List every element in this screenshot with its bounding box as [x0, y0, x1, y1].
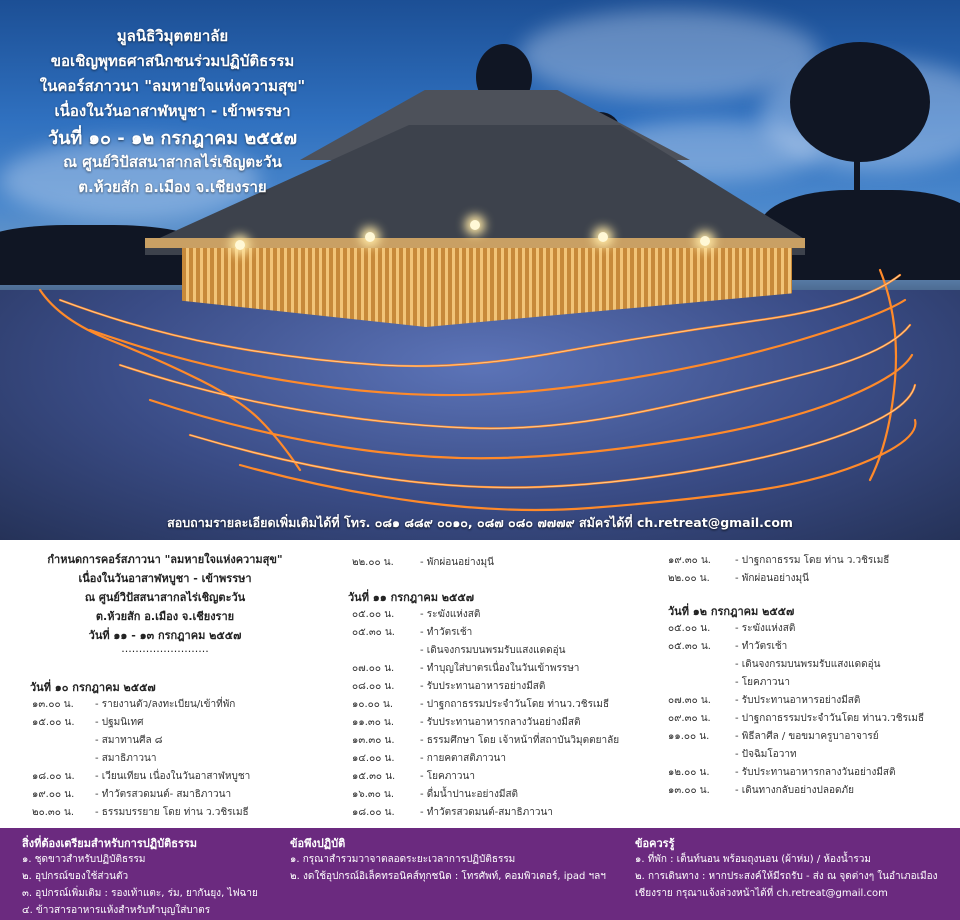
rules-title: ข้อพึงปฏิบัติ — [290, 837, 346, 850]
intro-occasion: เนื่องในวันอาสาฬหบูชา - เข้าพรรษา — [78, 572, 252, 585]
day-heading: วันที่ ๑๐ กรกฎาคม ๒๕๕๗ — [30, 681, 156, 694]
schedule-time: ๑๔.๐๐ น. — [352, 753, 395, 764]
schedule-activity: - ปาฐกถาธรรมประจำวันโดย ท่านว.วชิรเมธี — [420, 699, 610, 710]
schedule-activity: - ระฆังแห่งสติ — [735, 623, 796, 634]
prepare-item: ๒. อุปกรณ์ของใช้ส่วนตัว — [22, 871, 129, 882]
schedule-time: ๑๑.๓๐ น. — [352, 717, 395, 728]
hero-occasion: เนื่องในวันอาสาฬหบูชา - เข้าพรรษา — [54, 102, 291, 120]
contact-line: สอบถามรายละเอียดเพิ่มเติมได้ที่ โทร. ๐๘๑ ๘๘๙ ๐๐๑๐, ๐๘๗ ๐๘๐ ๗๗๗๙ สมัครได้ที่ ch.retreat@gmail.com — [167, 515, 793, 530]
schedule-time: ๑๖.๓๐ น. — [352, 789, 395, 800]
schedule-activity: - โยคภาวนา — [735, 677, 790, 688]
schedule-section — [0, 540, 960, 828]
light-trail — [120, 325, 910, 428]
footer-panel — [0, 828, 960, 920]
light-trail — [190, 385, 915, 488]
schedule-time: ๐๙.๓๐ น. — [668, 713, 711, 724]
light-trail — [240, 420, 915, 510]
light-trail — [60, 275, 900, 366]
schedule-activity: - ทำวัตรสวดมนต์- สมาธิภาวนา — [95, 789, 232, 800]
light-trail — [150, 355, 912, 458]
schedule-activity: - รับประทานอาหารกลางวันอย่างมีสติ — [420, 717, 581, 728]
schedule-time: ๐๗.๐๐ น. — [352, 663, 395, 674]
schedule-activity: - ทำวัตรเช้า — [420, 627, 473, 638]
schedule-time: ๐๗.๓๐ น. — [668, 695, 711, 706]
light-trail-glow — [190, 385, 915, 488]
notes-item: เชียงราย กรุณาแจ้งล่วงหน้าได้ที่ ch.retreat@gmail.com — [635, 888, 888, 899]
schedule-activity: - เดินจงกรมบนพรมรับแสงแดดอุ่น — [735, 659, 881, 670]
hero-address: ต.ห้วยสัก อ.เมือง จ.เชียงราย — [78, 178, 267, 196]
day-heading: วันที่ ๑๒ กรกฎาคม ๒๕๕๗ — [668, 605, 795, 618]
schedule-activity: - ทำวัตรเช้า — [735, 641, 788, 652]
schedule-activity: - รับประทานอาหารอย่างมีสติ — [420, 681, 546, 692]
schedule-activity: - รับประทานอาหารกลางวันอย่างมีสติ — [735, 767, 896, 778]
schedule-activity: - ทำวัตรสวดมนต์-สมาธิภาวนา — [420, 807, 553, 818]
schedule-activity: - ปาฐกถาธรรมประจำวันโดย ท่านว.วชิรเมธี — [735, 713, 925, 724]
prepare-title: สิ่งที่ต้องเตรียมสำหรับการปฏิบัติธรรม — [22, 837, 198, 850]
hero-course-name: ในคอร์สภาวนา "ลมหายใจแห่งความสุข" — [39, 77, 306, 95]
schedule-activity: - ปัจฉิมโอวาท — [735, 749, 797, 760]
notes-item: ๑. ที่พัก : เต็นท์นอน พร้อมถุงนอน (ผ้าห่ม) / ห้องน้ำรวม — [635, 854, 871, 865]
intro-address: ต.ห้วยสัก อ.เมือง จ.เชียงราย — [95, 610, 235, 623]
schedule-activity: - ระฆังแห่งสติ — [420, 609, 481, 620]
schedule-time: ๒๒.๐๐ น. — [352, 557, 394, 568]
schedule-activity: - รับประทานอาหารอย่างมีสติ — [735, 695, 861, 706]
schedule-activity: - สมาธิภาวนา — [95, 753, 157, 764]
prepare-item: ๔. ข้าวสารอาหารแห้งสำหรับทำบุญใส่บาตร — [22, 905, 211, 916]
schedule-time: ๑๓.๐๐ น. — [668, 785, 710, 796]
intro-title: กำหนดการคอร์สภาวนา "ลมหายใจแห่งความสุข" — [47, 553, 283, 566]
schedule-activity: - รายงานตัว/ลงทะเบียน/เข้าที่พัก — [95, 699, 236, 710]
schedule-activity: - ปาฐกถาธรรม โดย ท่าน ว.วชิรเมธี — [735, 555, 890, 566]
light-trail-glow — [60, 275, 900, 366]
hero-invitation: ขอเชิญพุทธศาสนิกชนร่วมปฏิบัติธรรม — [50, 52, 295, 70]
schedule-activity: - กายคตาสติภาวนา — [420, 753, 506, 764]
schedule-time: ๐๕.๓๐ น. — [352, 627, 395, 638]
schedule-activity: - เดินจงกรมบนพรมรับแสงแดดอุ่น — [420, 645, 566, 656]
schedule-time: ๐๕.๓๐ น. — [668, 641, 711, 652]
schedule-time: ๑๕.๐๐ น. — [32, 717, 75, 728]
hero-venue: ณ ศูนย์วิปัสสนาสากลไร่เชิญตะวัน — [63, 153, 282, 171]
schedule-time: ๑๘.๐๐ น. — [352, 807, 395, 818]
notes-title: ข้อควรรู้ — [635, 837, 675, 850]
schedule-time: ๑๐.๐๐ น. — [352, 699, 394, 710]
schedule-activity: - ธรรมศึกษา โดย เจ้าหน้าที่สถาบันวิมุตตยาลัย — [420, 735, 620, 746]
schedule-activity: - ดื่มน้ำปานะอย่างมีสติ — [420, 789, 519, 800]
schedule-activity: - ปฐมนิเทศ — [95, 717, 144, 728]
schedule-time: ๑๒.๐๐ น. — [668, 767, 710, 778]
schedule-time: ๑๙.๓๐ น. — [668, 555, 711, 566]
schedule-time: ๑๕.๓๐ น. — [352, 771, 396, 782]
schedule-activity: - ธรรมบรรยาย โดย ท่าน ว.วชิรเมธี — [95, 807, 249, 818]
schedule-time: ๐๕.๐๐ น. — [668, 623, 711, 634]
prepare-item: ๓. อุปกรณ์เพิ่มเติม : รองเท้าแตะ, ร่ม, ยากันยุง, ไฟฉาย — [22, 888, 258, 899]
schedule-time: ๐๘.๐๐ น. — [352, 681, 395, 692]
schedule-activity: - พิธีลาศีล / ขอขมาครูบาอาจารย์ — [735, 731, 879, 742]
schedule-time: ๒๐.๓๐ น. — [32, 807, 75, 818]
schedule-activity: - เดินทางกลับอย่างปลอดภัย — [735, 785, 854, 796]
schedule-time: ๑๙.๐๐ น. — [32, 789, 75, 800]
rules-item: ๑. กรุณาสำรวมวาจาตลอดระยะเวลาการปฏิบัติธรรม — [290, 854, 516, 865]
schedule-activity: - สมาทานศีล ๘ — [95, 735, 163, 746]
intro-venue: ณ ศูนย์วิปัสสนาสากลไร่เชิญตะวัน — [84, 591, 246, 604]
schedule-time: ๑๓.๓๐ น. — [352, 735, 395, 746]
schedule-activity: - พักผ่อนอย่างมุนี — [420, 557, 494, 568]
intro-divider: ......................... — [121, 642, 209, 655]
schedule-time: ๐๕.๐๐ น. — [352, 609, 395, 620]
schedule-activity: - เวียนเทียน เนื่องในวันอาสาฬหบูชา — [95, 771, 251, 782]
day-heading: วันที่ ๑๑ กรกฎาคม ๒๕๕๗ — [348, 591, 474, 604]
hero-date: วันที่ ๑๐ - ๑๒ กรกฎาคม ๒๕๕๗ — [48, 128, 297, 149]
hero-foundation: มูลนิธิวิมุตตยาลัย — [116, 27, 229, 45]
rules-item: ๒. งดใช้อุปกรณ์อิเล็คทรอนิคส์ทุกชนิด : โทรศัพท์, คอมพิวเตอร์, ipad ฯลฯ — [290, 871, 606, 882]
notes-item: ๒. การเดินทาง : หากประสงค์ให้มีรถรับ - ส่ง ณ จุดต่างๆ ในอำเภอเมือง — [635, 871, 938, 882]
schedule-time: ๑๑.๐๐ น. — [668, 731, 710, 742]
schedule-time: ๑๓.๐๐ น. — [32, 699, 74, 710]
prepare-item: ๑. ชุดขาวสำหรับปฏิบัติธรรม — [22, 854, 146, 865]
schedule-time: ๑๘.๐๐ น. — [32, 771, 75, 782]
schedule-activity: - ทำบุญใส่บาตรเนื่องในวันเข้าพรรษา — [420, 663, 580, 674]
schedule-time: ๒๒.๐๐ น. — [668, 573, 710, 584]
schedule-activity: - โยคภาวนา — [420, 771, 475, 782]
intro-date: วันที่ ๑๑ - ๑๓ กรกฎาคม ๒๕๕๗ — [88, 629, 242, 642]
schedule-activity: - พักผ่อนอย่างมุนี — [735, 573, 809, 584]
